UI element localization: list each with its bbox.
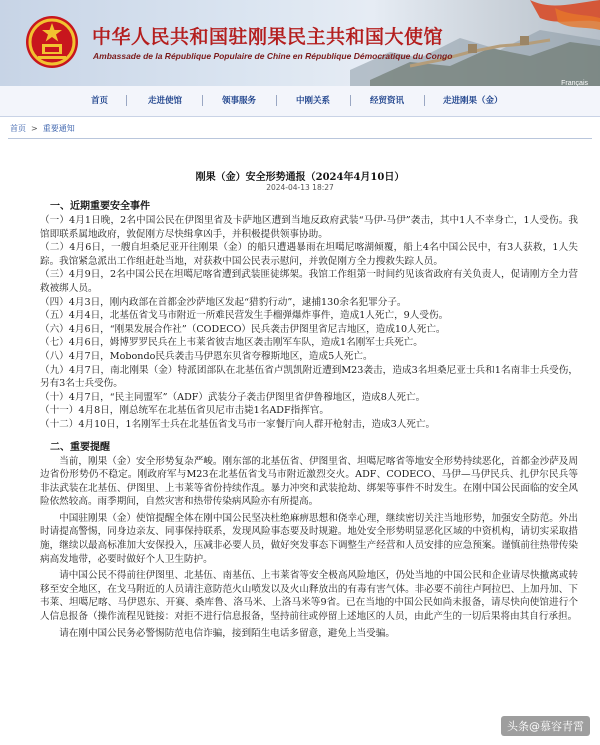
reminder-text: 对拒不进行信息报备，坚持前往或停留上述地区的人员，由此产生的一切后果将由其自行承担。 bbox=[174, 611, 578, 623]
incident-item: （十二）4月10日，1名刚军士兵在北基伍省戈马市一家餐厅向人群开枪射击，造成3人死亡。 bbox=[40, 418, 436, 430]
article-body bbox=[40, 199, 578, 640]
nav-item-consular[interactable]: 领事服务 bbox=[222, 96, 257, 106]
nav-item-relations[interactable]: 中刚关系 bbox=[296, 96, 331, 106]
breadcrumb-home-link[interactable]: 首页 bbox=[10, 124, 26, 133]
incident-item: （三）4月9日，2名中国公民在坦噶尼喀省遭到武装匪徒绑架。我馆工作组第一时间约见该省政府有关负责人，促请刚方全力营救被绑人员。 bbox=[40, 269, 578, 294]
nav-separator bbox=[126, 95, 127, 106]
incident-item: （二）4月6日，一艘自坦桑尼亚开往刚果（金）的船只遭遇暴雨在坦噶尼喀湖倾覆，船上4名中国公民中，有3人获救，1人失踪。我馆紧急派出工作组赶赴当地，对获救中国公民表示慰问，并敦促刚方全力搜救失踪人员。 bbox=[40, 242, 578, 267]
nav-item-drc[interactable]: 走进刚果（金） bbox=[443, 96, 503, 106]
language-switch-link[interactable]: Français bbox=[561, 80, 588, 86]
incident-item: （一）4月1日晚，2名中国公民在伊图里省及卡萨地区遭到当地反政府武装“马伊-马伊”袭击，其中1人不幸身亡，1人受伤。我馆即联系属地政府，敦促刚方尽快缉拿凶手，并积极提供领事协助。 bbox=[40, 215, 578, 240]
incident-item: （七）4月6日，姆博罗罗民兵在上韦莱省彼吉地区袭击刚军车队，造成1名刚军士兵死亡。 bbox=[40, 337, 423, 349]
breadcrumb-current-link[interactable]: 重要通知 bbox=[42, 124, 75, 133]
site-title-chinese: 中华人民共和国驻刚果民主共和国大使馆 bbox=[92, 26, 444, 48]
nav-item-embassy[interactable]: 走进使馆 bbox=[148, 96, 183, 106]
site-header bbox=[0, 0, 600, 86]
section-heading-reminders: 二、重要提醒 bbox=[50, 441, 110, 453]
incident-item: （十）4月7日，“民主同盟军”（ADF）武装分子袭击伊图里省伊鲁穆地区，造成8人死亡。 bbox=[40, 391, 426, 403]
watermark-label: 头条@慕容青霄 bbox=[501, 716, 590, 736]
section-heading-incidents: 一、近期重要安全事件 bbox=[50, 201, 150, 212]
nav-separator bbox=[350, 95, 351, 106]
national-emblem-icon bbox=[24, 14, 80, 70]
incident-item: （十一）4月8日，刚总统军在北基伍省贝尼市击毙1名ADF指挥官。 bbox=[40, 405, 330, 417]
incident-item: （五）4月4日，北基伍省戈马市附近一所难民营发生手榴弹爆炸事件，造成1人死亡，9人受伤。 bbox=[40, 310, 449, 322]
incident-item: （九）4月7日，南北刚果（金）特派团部队在北基伍省卢凯凯附近遭到M23袭击，造成3名坦桑尼亚士兵和1名南非士兵受伤，另有3名士兵受伤。 bbox=[40, 364, 578, 390]
incident-item: （六）4月6日，“刚果发展合作社”（CODECO）民兵袭击伊图里省尼吉地区，造成10人死亡。 bbox=[40, 323, 446, 335]
breadcrumb-separator-icon: > bbox=[31, 124, 38, 133]
nav-item-home[interactable]: 首页 bbox=[91, 96, 109, 106]
reminder-paragraph: 请在刚中国公民务必警惕防范电信诈骗，接到陌生电话多留意，避免上当受骗。 bbox=[59, 627, 395, 639]
article-date: 2024-04-13 18:27 bbox=[266, 183, 334, 192]
nav-separator bbox=[424, 95, 425, 106]
nav-separator bbox=[276, 95, 277, 106]
incident-item: （八）4月7日，Mobondo民兵袭击马伊恩东贝省夸穆斯地区，造成5人死亡。 bbox=[40, 350, 373, 362]
incident-item: （四）4月3日，刚内政部在首都金沙萨地区发起“猎豹行动”，逮捕130余名犯罪分子。 bbox=[40, 296, 407, 308]
nav-separator bbox=[202, 95, 203, 106]
reminder-text: 请中国公民不得前往伊图里、北基伍、南基伍、上韦莱省等安全极高风险地区，仍处当地的中国公民和企业请尽快撤离或转移至安全地区，在戈马附近的人员请注意防范火山喷发以及火山释放出的有毒有害气体。非必要不前往卢阿拉巴、上加丹加、下韦莱、坦噶尼喀、马伊恩东、开赛、桑库鲁、洛马米、上洛马米等9省。已在当地的中国公民如尚未报备，请尽快向使馆进行个人信息报备（操作流程见链接： bbox=[40, 570, 578, 623]
article-title: 刚果（金）安全形势通报（2024年4月10日） bbox=[195, 172, 405, 183]
nav-item-economy[interactable]: 经贸资讯 bbox=[370, 96, 405, 106]
reminder-paragraph: 中国驻刚果（金）使馆提醒全体在刚中国公民坚决杜绝麻痹思想和侥幸心理，继续密切关注当地形势，加强安全防范。外出时请提高警惕，同身边亲友、同事保持联系，发现风险事态要及时规避。地处安全形势明显恶化区域的中资机构，请切实采取措施，继续以最高标准加大安保投入，压减非必要人员，做好突发事态下调整生产经营和人员安排的应急预案。谨慎前往热带传染病高发地带，必要时做好个人卫生防护。 bbox=[40, 512, 578, 565]
breadcrumb bbox=[10, 123, 75, 134]
main-navigation bbox=[0, 86, 600, 117]
reminder-paragraph: 当前，刚果（金）安全形势复杂严峻。刚东部的北基伍省、伊图里省、坦噶尼喀省等地安全形势持续恶化，首都金沙萨及周边省份形势仍不稳定。刚政府军与M23在北基伍省戈马市附近激烈交火。ADF、CODECO、马伊—马伊民兵、扎伊尔民兵等非法武装在北基伍、伊图里、上韦莱等省份持续作乱。暴力冲突和武装抢劫、绑架等事件不时发生。在刚中国公民面临的安全风险依然较高。雨季期间，自然灾害和热带传染病风险亦有所提高。 bbox=[40, 455, 578, 508]
site-title-french: Ambassade de la République Populaire de Chine en République Démocratique du Congo bbox=[93, 51, 453, 61]
reminder-paragraph bbox=[40, 569, 578, 623]
